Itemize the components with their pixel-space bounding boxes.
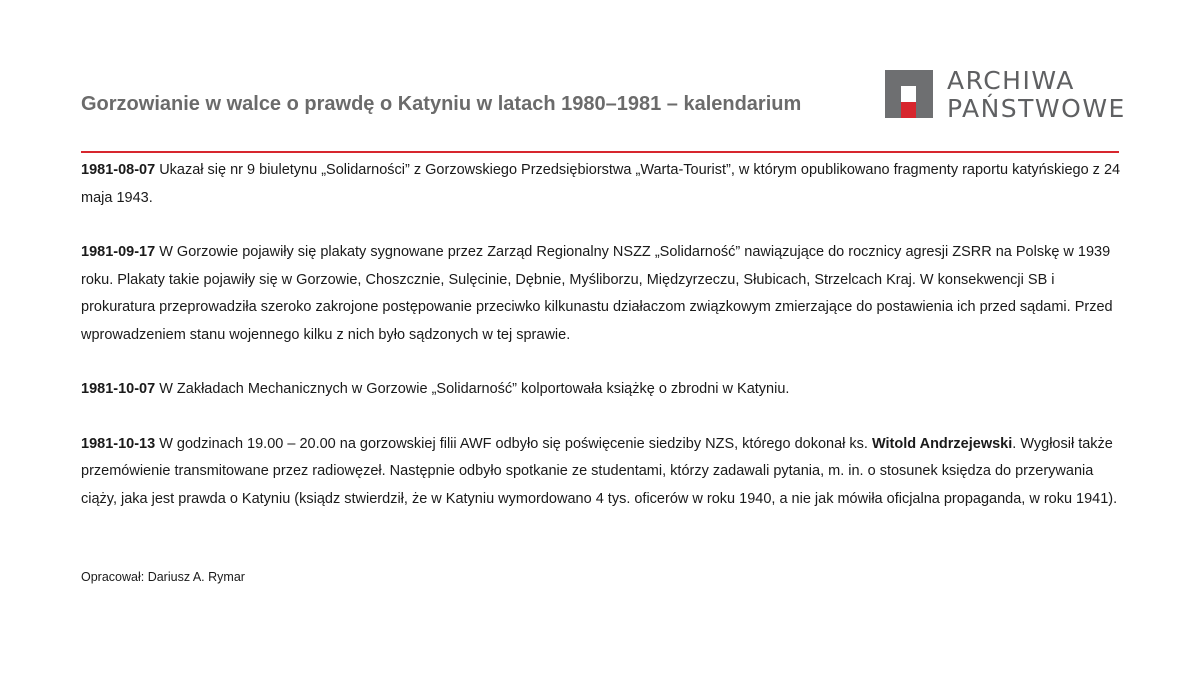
entry-date: 1981-09-17: [81, 244, 156, 260]
entry-date: 1981-10-13: [81, 435, 156, 452]
header-divider: [81, 151, 1119, 153]
entry-date: 1981-08-07: [81, 162, 156, 178]
entry-text: W godzinach 19.00 – 20.00 na gorzowskiej filii AWF odbyło się poświęcenie siedziby NZS, którego dokonał ks.: [159, 435, 868, 452]
archive-logo-icon: [885, 70, 933, 118]
calendar-entry: [81, 157, 1121, 212]
entry-text-continued: . Wygłosił także przemówienie transmitowane przez radiowęzeł. Następnie odbyło spotkanie ze studentami, którzy zadawali pytania, m. in. o stosunek księdza do przerywania ciąży, jaka jest prawda o Katyniu (ksiądz stwierdził, że w Katyniu wymordowano 4 tys. oficerów w roku 1940, a nie jak mówiła oficjalna propaganda, w roku 1941).: [81, 435, 1118, 507]
author-credit: Opracował: Dariusz A. Rymar: [81, 570, 245, 584]
page-title: Gorzowianie w walce o prawdę o Katyniu w latach 1980–1981 – kalendarium: [81, 93, 802, 115]
calendar-entry: [81, 239, 1121, 349]
calendar-entry: [81, 376, 1121, 404]
priest-name: Witold Andrzejewski: [871, 435, 1013, 452]
logo-line-1: ARCHIWA: [947, 66, 1075, 95]
logo-line-2: PAŃSTWOWE: [947, 94, 1126, 123]
logo-wordmark: [947, 67, 1126, 123]
entry-date: 1981-10-07: [81, 381, 156, 397]
calendar-entries: [81, 157, 1121, 540]
entry-text: W Gorzowie pojawiły się plakaty sygnowane przez Zarząd Regionalny NSZZ „Solidarność” nawiązujące do rocznicy agresji ZSRR na Polskę w 1939 roku. Plakaty takie pojawiły się w Gorzowie, Choszcznie, Sulęcinie, Dębnie, Myśliborzu, Międzyrzeczu, Słubicach, Strzelcach Kraj. W konsekwencji SB i prokuratura przeprowadziła szeroko zakrojone postępowanie przeciwko kilkunastu działaczom związkowym zmierzające do postawienia ich przed sądami. Przed wprowadzeniem stanu wojennego kilku z nich było sądzonych w tej sprawie.: [81, 244, 1113, 343]
entry-text: Ukazał się nr 9 biuletynu „Solidarności” z Gorzowskiego Przedsiębiorstwa „Warta-Tourist”, w którym opublikowano fragmenty raportu katyńskiego z 24 maja 1943.: [81, 162, 1121, 206]
entry-text: W Zakładach Mechanicznych w Gorzowie „Solidarność” kolportowała książkę o zbrodni w Katyniu.: [159, 381, 790, 397]
calendar-entry: [81, 431, 1121, 514]
